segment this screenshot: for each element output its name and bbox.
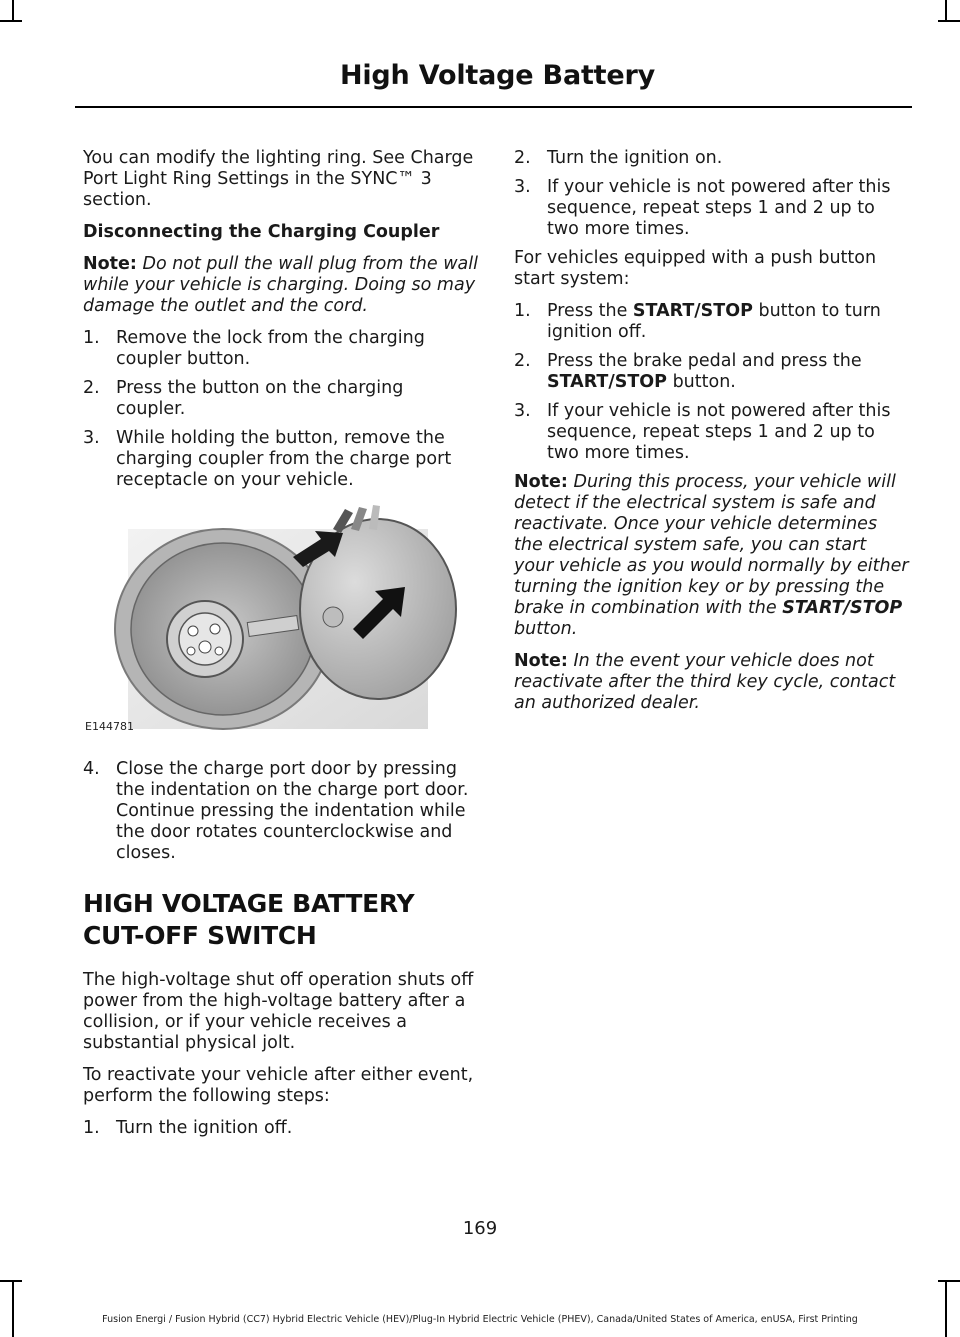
crop-mark: [0, 1280, 22, 1282]
step-text: While holding the button, remove the charging coupler from the charge port receptacle on your vehicle.: [116, 428, 452, 490]
step-number: 1.: [83, 328, 100, 348]
step-item: [83, 428, 478, 491]
paragraph: To reactivate your vehicle after either event, perform the following steps:: [83, 1065, 474, 1106]
step-item: [83, 328, 478, 370]
note: [514, 651, 909, 714]
step-item: [514, 401, 909, 464]
crop-mark: [12, 0, 14, 22]
step-number: 1.: [83, 1118, 100, 1138]
step-number: 2.: [514, 351, 531, 371]
crop-mark: [938, 20, 960, 22]
step-number: 2.: [83, 378, 100, 398]
step-item: [514, 301, 909, 343]
step-text: If your vehicle is not powered after this sequence, repeat steps 1 and 2 up to two more times.: [547, 177, 891, 239]
paragraph: The high-voltage shut off operation shuts off power from the high-voltage battery after a collision, or if your vehicle receives a substantial physical jolt.: [83, 970, 474, 1053]
page-number: 169: [462, 1218, 498, 1239]
crop-mark: [945, 0, 947, 22]
header-rule: [75, 106, 912, 108]
note-text: In the event your vehicle does not reactivate after the third key cycle, contact an authorized dealer.: [514, 651, 896, 713]
step-text: Press the button on the charging coupler.: [116, 378, 404, 419]
step-number: 2.: [514, 148, 531, 168]
step-text: Close the charge port door by pressing the indentation on the charge port door. Continue pressing the indentation while the door rotates counterclockwise and closes.: [116, 759, 469, 863]
step-text-post: button.: [667, 372, 736, 392]
section-title: HIGH VOLTAGE BATTERY CUT-OFF SWITCH: [83, 889, 415, 950]
start-stop-term: START/STOP: [782, 598, 903, 618]
crop-mark: [945, 1280, 947, 1337]
step-item: [514, 148, 909, 169]
step-text-pre: Press the: [547, 301, 633, 321]
step-text: Turn the ignition on.: [547, 148, 723, 168]
step-number: 3.: [514, 401, 531, 421]
start-stop-term: START/STOP: [547, 372, 667, 392]
step-number: 4.: [83, 759, 100, 779]
step-text-post: button to turn ignition off.: [547, 301, 881, 342]
step-text-pre: Press the brake pedal and press the: [547, 351, 862, 371]
footer-text: Fusion Energi / Fusion Hybrid (CC7) Hybrid Electric Vehicle (HEV)/Plug-In Hybrid Electric Vehicle (PHEV), Canada/United States of America, enUSA, First Printing: [102, 1314, 858, 1325]
note-text-post: button.: [514, 619, 578, 639]
step-text: If your vehicle is not powered after this sequence, repeat steps 1 and 2 up to two more times.: [547, 401, 891, 463]
note: [514, 472, 909, 640]
note-text: During this process, your vehicle will detect if the electrical system is safe and reactivate. Once your vehicle determines the electrical system safe, you can start your vehicle as you would normally by either turning the ignition key or by pressing the brake in combination with the: [514, 472, 909, 618]
crop-mark: [12, 1280, 14, 1337]
note-label: Note:: [514, 472, 568, 492]
subheading: Disconnecting the Charging Coupler: [83, 222, 440, 242]
crop-mark: [938, 1280, 960, 1282]
step-number: 1.: [514, 301, 531, 321]
step-item: [514, 177, 909, 240]
note: [83, 254, 478, 317]
step-item: [514, 351, 909, 393]
step-text: Turn the ignition off.: [116, 1118, 293, 1138]
step-number: 3.: [514, 177, 531, 197]
crop-mark: [0, 20, 22, 22]
charge-port-illustration: [83, 499, 478, 739]
step-number: 3.: [83, 428, 100, 448]
left-column: [83, 148, 478, 1147]
paragraph: For vehicles equipped with a push button start system:: [514, 248, 877, 289]
note-text: Do not pull the wall plug from the wall while your vehicle is charging. Doing so may damage the outlet and the cord.: [83, 254, 478, 316]
step-text: Remove the lock from the charging coupler button.: [116, 328, 425, 369]
step-item: [83, 1118, 478, 1139]
page-header-title: High Voltage Battery: [339, 60, 655, 91]
note-label: Note:: [83, 254, 137, 274]
intro-paragraph: You can modify the lighting ring. See Charge Port Light Ring Settings in the SYNC™ 3 section.: [83, 148, 474, 210]
note-label: Note:: [514, 651, 568, 671]
right-column: [514, 148, 909, 725]
figure-label: E144781: [85, 720, 134, 733]
start-stop-term: START/STOP: [632, 301, 753, 321]
step-item: [83, 759, 478, 864]
charge-port-door-image: [83, 499, 478, 739]
step-item: [83, 378, 478, 420]
